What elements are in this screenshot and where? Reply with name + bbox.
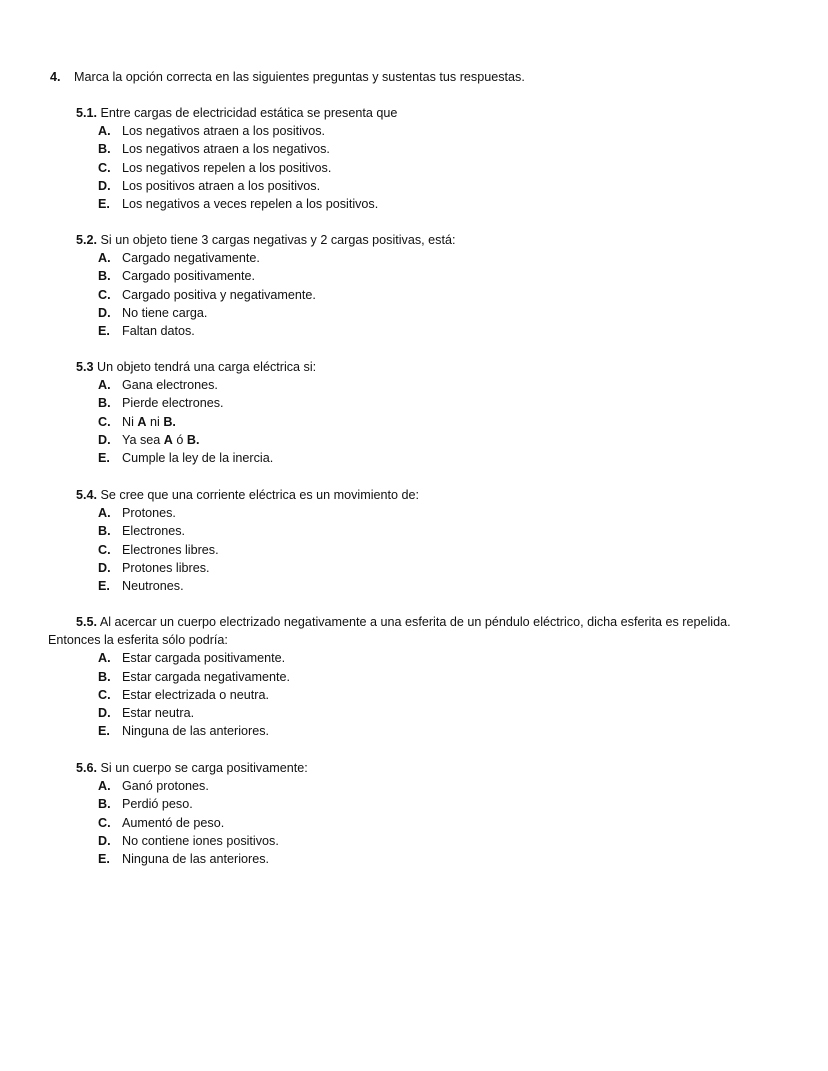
question-title-continuation: Entonces la esferita sólo podría: — [48, 633, 228, 648]
option-text: No contiene iones positivos. — [122, 833, 279, 848]
option-text-bold-part: B. — [186, 432, 200, 447]
option-text: Protones libres. — [122, 560, 210, 575]
options-list — [98, 249, 816, 340]
option-text: No tiene carga. — [122, 305, 208, 320]
option-letter: E. — [98, 197, 110, 212]
option-e — [98, 322, 816, 340]
question-title — [76, 486, 816, 504]
option-b — [98, 795, 816, 813]
option-letter: E. — [98, 451, 110, 466]
option-e — [98, 722, 816, 740]
option-d — [98, 177, 816, 195]
option-a — [98, 376, 816, 394]
option-letter: D. — [98, 833, 111, 848]
option-text: Estar cargada positivamente. — [122, 651, 286, 666]
question-text: Entre cargas de electricidad estática se presenta que — [97, 106, 398, 120]
option-b — [98, 140, 816, 158]
option-e — [98, 195, 816, 213]
option-text — [122, 431, 200, 449]
option-letter: A. — [98, 251, 111, 266]
option-a — [98, 504, 816, 522]
option-letter: A. — [98, 378, 111, 393]
question-title — [76, 104, 816, 122]
option-letter: B. — [98, 797, 111, 812]
option-text: Protones. — [122, 506, 176, 521]
option-text: Neutrones. — [122, 579, 184, 594]
option-text-part: ni — [146, 414, 164, 429]
option-text-part: Ni — [122, 414, 138, 429]
option-letter: D. — [98, 305, 111, 320]
question-number: 5.2. — [76, 233, 98, 247]
option-c — [98, 541, 816, 559]
option-text: Perdió peso. — [122, 797, 193, 812]
option-letter: A. — [98, 651, 111, 666]
option-letter: C. — [98, 815, 111, 830]
option-text: Cargado positiva y negativamente. — [122, 287, 316, 302]
option-text — [122, 413, 176, 431]
main-question-number: 4. — [50, 70, 61, 84]
option-c — [98, 286, 816, 304]
option-letter: B. — [98, 524, 111, 539]
option-text: Pierde electrones. — [122, 396, 224, 411]
option-a — [98, 249, 816, 267]
option-text: Los positivos atraen a los positivos. — [122, 178, 321, 193]
option-b — [98, 522, 816, 540]
option-text: Estar cargada negativamente. — [122, 669, 291, 684]
option-text: Estar electrizada o neutra. — [122, 687, 270, 702]
option-d — [98, 559, 816, 577]
option-c — [98, 159, 816, 177]
question-number: 5.5. — [76, 615, 98, 629]
option-text: Aumentó de peso. — [122, 815, 225, 830]
option-e — [98, 577, 816, 595]
question-5-6 — [76, 759, 816, 868]
option-text: Cumple la ley de la inercia. — [122, 451, 274, 466]
option-c — [98, 413, 816, 431]
option-d — [98, 431, 816, 449]
option-text: Cargado negativamente. — [122, 251, 260, 266]
question-5-4 — [76, 486, 816, 595]
option-text: Gana electrones. — [122, 378, 218, 393]
option-text: Electrones libres. — [122, 542, 219, 557]
options-list — [98, 649, 816, 740]
question-text: Se cree que una corriente eléctrica es un movimiento de: — [97, 488, 420, 502]
option-text: Ninguna de las anteriores. — [122, 724, 270, 739]
option-letter: D. — [98, 560, 111, 575]
option-b — [98, 267, 816, 285]
option-text: Los negativos atraen a los positivos. — [122, 124, 326, 139]
option-letter: E. — [98, 724, 110, 739]
question-title — [76, 358, 816, 376]
option-text: Ganó protones. — [122, 779, 209, 794]
option-a — [98, 777, 816, 795]
question-title — [76, 613, 816, 631]
option-text: Los negativos a veces repelen a los positivos. — [122, 197, 379, 212]
option-a — [98, 649, 816, 667]
option-letter: B. — [98, 669, 111, 684]
question-title — [76, 231, 816, 249]
question-5-1 — [76, 104, 816, 213]
question-number: 5.3 — [76, 360, 94, 374]
option-text-part: ó — [172, 432, 187, 447]
option-d — [98, 304, 816, 322]
options-list — [98, 376, 816, 467]
option-d — [98, 832, 816, 850]
question-number: 5.6. — [76, 761, 98, 775]
option-letter: C. — [98, 687, 111, 702]
option-letter: D. — [98, 706, 111, 721]
option-letter: B. — [98, 396, 111, 411]
question-text: Un objeto tendrá una carga eléctrica si: — [93, 360, 317, 374]
option-e — [98, 850, 816, 868]
option-text: Los negativos atraen a los negativos. — [122, 142, 330, 157]
option-letter: A. — [98, 779, 111, 794]
option-letter: E. — [98, 324, 110, 339]
main-question-text: Marca la opción correcta en las siguientes preguntas y sustentas tus respuestas. — [74, 70, 525, 84]
option-d — [98, 704, 816, 722]
option-b — [98, 394, 816, 412]
options-list — [98, 777, 816, 868]
option-letter: E. — [98, 852, 110, 867]
option-letter: B. — [98, 142, 111, 157]
option-letter: D. — [98, 178, 111, 193]
option-letter: C. — [98, 414, 111, 429]
option-text-part: Ya sea — [122, 432, 164, 447]
option-letter: B. — [98, 269, 111, 284]
question-5-2 — [76, 231, 816, 340]
option-text: Faltan datos. — [122, 324, 195, 339]
question-title — [76, 759, 816, 777]
question-number: 5.1. — [76, 106, 98, 120]
option-letter: D. — [98, 432, 111, 447]
option-c — [98, 686, 816, 704]
question-number: 5.4. — [76, 488, 98, 502]
question-text: Si un cuerpo se carga positivamente: — [97, 761, 308, 775]
question-5-3 — [76, 358, 816, 467]
option-letter: A. — [98, 506, 111, 521]
option-text: Ninguna de las anteriores. — [122, 852, 270, 867]
question-5-5 — [48, 613, 816, 740]
main-question-header — [50, 68, 810, 86]
option-text-bold-part: A — [163, 432, 173, 447]
option-b — [98, 668, 816, 686]
option-text: Los negativos repelen a los positivos. — [122, 160, 332, 175]
option-letter: C. — [98, 160, 111, 175]
option-a — [98, 122, 816, 140]
option-c — [98, 814, 816, 832]
option-text-bold-part: A — [137, 414, 147, 429]
question-text: Si un objeto tiene 3 cargas negativas y 2 cargas positivas, está: — [97, 233, 456, 247]
option-text: Electrones. — [122, 524, 185, 539]
option-text-bold-part: B. — [163, 414, 176, 429]
options-list — [98, 122, 816, 213]
option-text: Cargado positivamente. — [122, 269, 256, 284]
options-list — [98, 504, 816, 595]
option-e — [98, 449, 816, 467]
option-text: Estar neutra. — [122, 706, 195, 721]
option-letter: C. — [98, 287, 111, 302]
option-letter: A. — [98, 124, 111, 139]
option-letter: E. — [98, 579, 110, 594]
option-letter: C. — [98, 542, 111, 557]
question-text: Al acercar un cuerpo electrizado negativamente a una esferita de un péndulo eléctrico, dicha esferita es repelida. — [97, 615, 731, 629]
